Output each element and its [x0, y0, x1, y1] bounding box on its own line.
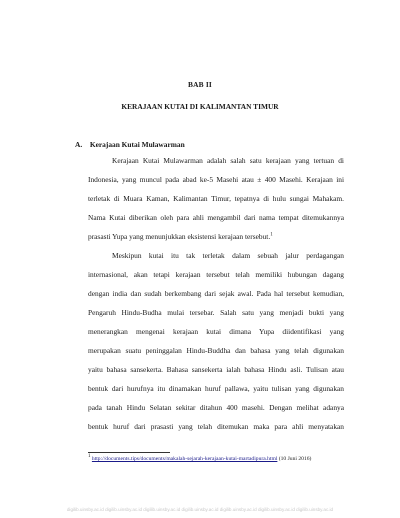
- paragraph-line: pada tanah Hindu Selatan sekitar ditahun 400 masehi. Dengan melihat adanya: [88, 403, 344, 412]
- paragraph-line: menerangkan mengenai kerajaan kutai dimana Yupa diidentifikasi yang: [88, 327, 344, 336]
- paragraph-line: Pengaruh Hindu-Budha mulai tersebar. Salah satu yang menjadi bukti yang: [88, 308, 344, 317]
- footnote-number: 1: [88, 454, 91, 460]
- section-title: Kerajaan Kutai Mulawarman: [89, 140, 185, 149]
- footnote-marker: 1: [270, 232, 273, 238]
- paragraph-line: [88, 232, 344, 242]
- footnote-divider: [88, 452, 170, 453]
- watermark: digilib.uinsby.ac.id digilib.uinsby.ac.id digilib.uinsby.ac.id digilib.uinsby.ac.id digilib.uinsby.ac.id digilib.uinsby.ac.id digilib.uinsby.ac.id: [66, 507, 334, 512]
- section-heading: [75, 140, 185, 149]
- paragraph-line: terletak di Muara Kaman, Kalimantan Timur, tepatnya di hulu sungai Mahakam.: [88, 194, 344, 203]
- paragraph-line: Nama Kutai diberikan oleh para ahli mengambil dari nama tempat ditemukannya: [88, 213, 344, 222]
- paragraph-line: merupakan suatu peninggalan Hindu-Buddha dan bahasa yang telah digunakan: [88, 346, 344, 355]
- paragraph-line-text: prasasti Yupa yang menunjukkan eksistensi kerajaan tersebut.: [88, 232, 271, 241]
- paragraph-line: Kerajaan Kutai Mulawarman adalah salah satu kerajaan yang tertuan di: [112, 156, 344, 165]
- chapter-title: KERAJAAN KUTAI DI KALIMANTAN TIMUR: [121, 102, 279, 111]
- paragraph-line: bentuk dari hurufnya itu dinamakan huruf pallawa, yaitu tulisan yang digunakan: [88, 384, 344, 393]
- paragraph-line: yaitu bahasa sansekerta. Bahasa sansekerta ialah bahasa Hindu asli. Tulisan atau: [88, 365, 344, 374]
- footnote: [88, 456, 311, 462]
- paragraph-line: bentuk huruf dari prasasti yang telah ditemukan maka para ahli menyatakan: [88, 422, 344, 431]
- chapter-heading: BAB II: [188, 80, 212, 89]
- footnote-date: (10 Juni 2016): [277, 456, 312, 462]
- section-number: A.: [75, 140, 83, 149]
- footnote-link[interactable]: http://documents.tips/documents/makalah-sejarah-kerajaan-kutai-martadipura.html: [91, 456, 278, 462]
- paragraph-line: Indonesia, yang muncul pada abad ke-5 Masehi atau ± 400 Masehi. Kerajaan ini: [88, 175, 344, 184]
- paragraph-line: internasional, akan tetapi kerajaan tersebut telah memiliki hubungan dagang: [88, 270, 344, 279]
- paragraph-line: Meskipun kutai itu tak terletak dalam sebuah jalur perdagangan: [112, 251, 344, 260]
- paragraph-line: dengan india dan sudah berkembang dari sejak awal. Pada hal tersebut kemudian,: [88, 289, 344, 298]
